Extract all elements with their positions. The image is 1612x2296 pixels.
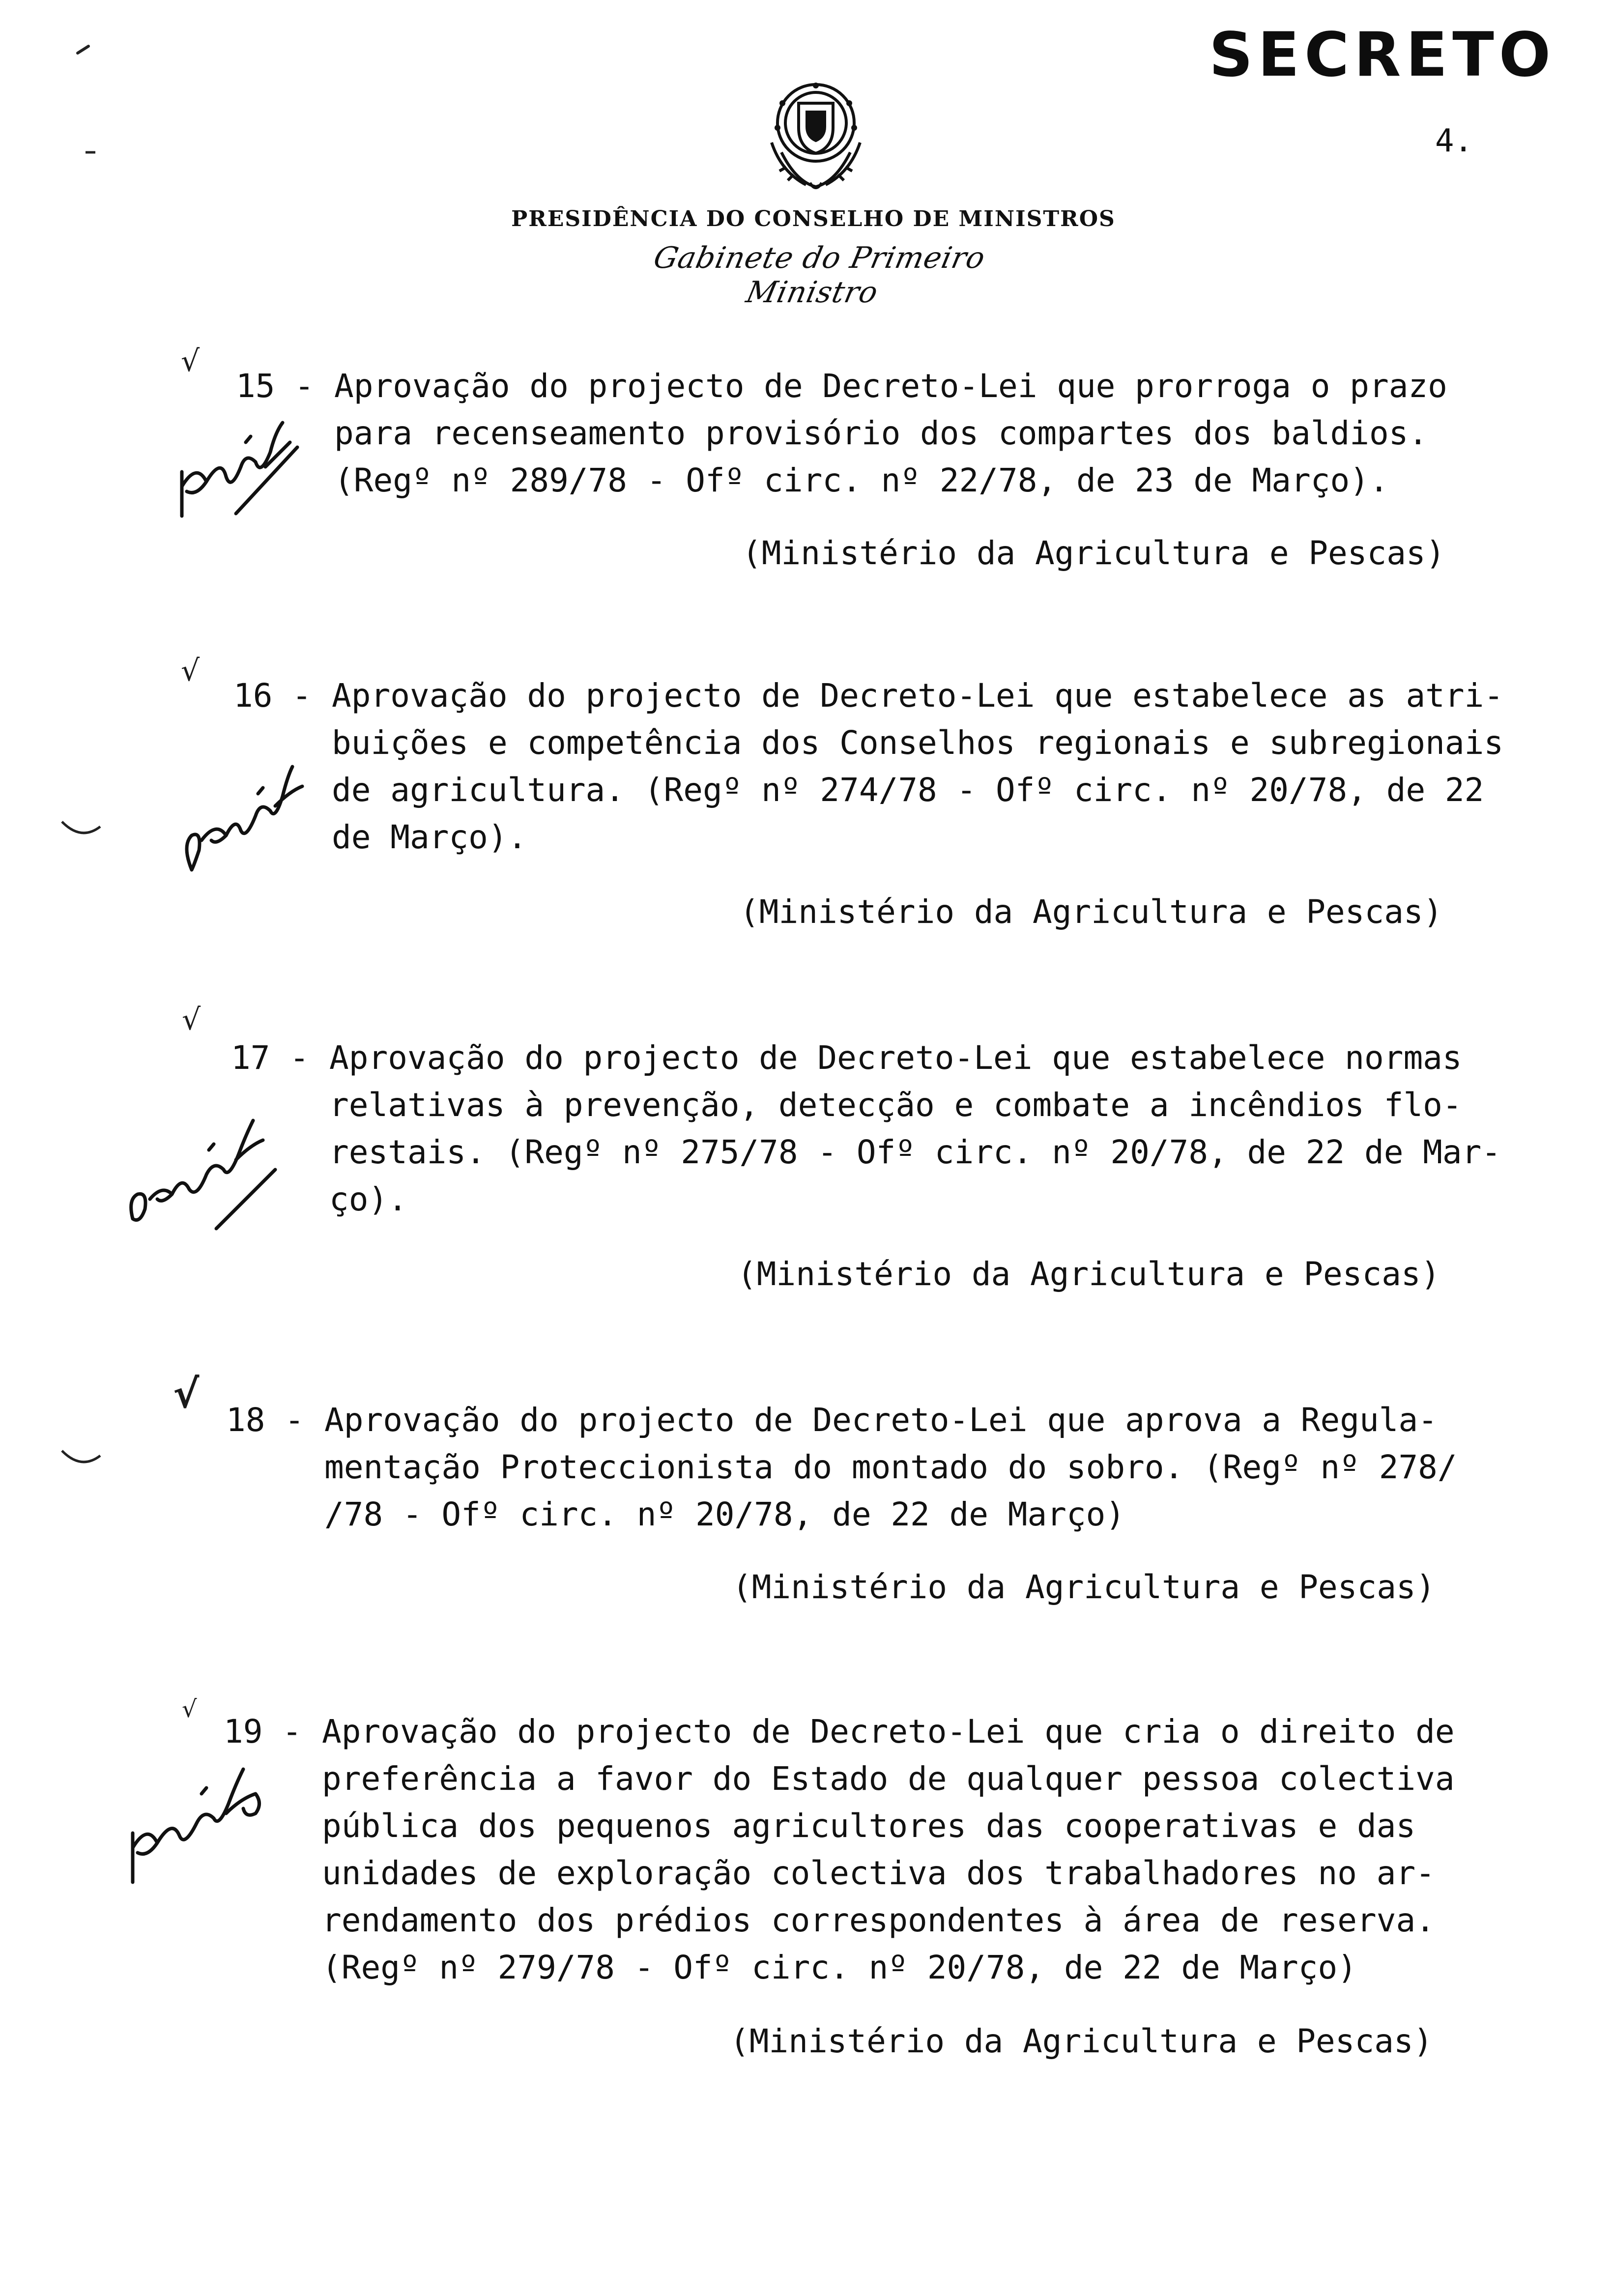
item-number: 17 - bbox=[231, 1039, 309, 1077]
item-number: 15 - bbox=[236, 367, 314, 405]
item-text-line: Aprovação do projecto de Decreto-Lei que aprova a Regula- bbox=[324, 1401, 1438, 1439]
punch-hole-mark bbox=[59, 1445, 103, 1469]
item-text-line: para recenseamento provisório dos compartes dos baldios. bbox=[334, 414, 1428, 452]
item-text-line: Aprovação do projecto de Decreto-Lei que cria o direito de bbox=[322, 1713, 1455, 1751]
page-number: 4. bbox=[1435, 123, 1473, 159]
item-text-line: ço). bbox=[329, 1180, 407, 1218]
agenda-item-16 bbox=[233, 672, 1585, 947]
check-mark: √ bbox=[181, 344, 200, 378]
item-text-line: buições e competência dos Conselhos regionais e subregionais bbox=[332, 724, 1504, 762]
check-mark: √ bbox=[181, 654, 200, 688]
item-text-line: de Março). bbox=[332, 818, 527, 856]
check-mark: √ bbox=[173, 1371, 200, 1417]
item-text-line: preferência a favor do Estado de qualquer pessoa colectiva bbox=[322, 1760, 1455, 1798]
item-text-line: Aprovação do projecto de Decreto-Lei que estabelece as atri- bbox=[332, 677, 1504, 715]
office-heading: PRESIDÊNCIA DO CONSELHO DE MINISTROS bbox=[511, 206, 1116, 231]
item-text-line: (Regº nº 279/78 - Ofº circ. nº 20/78, de 22 de Março) bbox=[322, 1949, 1357, 1986]
item-ministry: (Ministério da Agricultura e Pescas) bbox=[737, 1255, 1440, 1293]
item-ministry: (Ministério da Agricultura e Pescas) bbox=[740, 893, 1443, 931]
item-text-line: Aprovação do projecto de Decreto-Lei que prorroga o prazo bbox=[334, 367, 1447, 405]
agenda-item-17 bbox=[231, 1034, 1583, 1310]
agenda-item-15 bbox=[236, 363, 1563, 599]
item-ministry: (Ministério da Agricultura e Pescas) bbox=[730, 2022, 1433, 2060]
agenda-item-19 bbox=[224, 1708, 1575, 2082]
item-text-line: rendamento dos prédios correspondentes à área de reserva. bbox=[322, 1901, 1435, 1939]
item-text-line: Aprovação do projecto de Decreto-Lei que estabelece normas bbox=[329, 1039, 1462, 1077]
item-number: 19 - bbox=[224, 1713, 302, 1751]
item-text-line: restais. (Regº nº 275/78 - Ofº circ. nº 20/78, de 22 de Mar- bbox=[329, 1133, 1501, 1171]
item-text-line: de agricultura. (Regº nº 274/78 - Ofº circ. nº 20/78, de 22 bbox=[332, 771, 1484, 809]
item-text-line: mentação Proteccionista do montado do sobro. (Regº nº 278/ bbox=[324, 1448, 1457, 1486]
scan-speck bbox=[84, 147, 98, 157]
item-text-line: /78 - Ofº circ. nº 20/78, de 22 de Março) bbox=[324, 1495, 1125, 1533]
punch-hole-mark bbox=[59, 816, 103, 840]
check-mark: √ bbox=[182, 1695, 197, 1723]
item-ministry: (Ministério da Agricultura e Pescas) bbox=[742, 534, 1445, 572]
item-text-line: relativas à prevenção, detecção e combate a incêndios flo- bbox=[329, 1086, 1462, 1124]
item-number: 18 - bbox=[226, 1401, 304, 1439]
scan-speck bbox=[74, 39, 93, 59]
item-text-line: unidades de exploração colectiva dos trabalhadores no ar- bbox=[322, 1854, 1435, 1892]
agenda-item-18 bbox=[226, 1397, 1578, 1623]
item-ministry: (Ministério da Agricultura e Pescas) bbox=[732, 1568, 1436, 1606]
item-text-line: (Regº nº 289/78 - Ofº circ. nº 22/78, de 23 de Março). bbox=[334, 461, 1389, 499]
coat-of-arms-icon bbox=[752, 69, 880, 197]
item-number: 16 - bbox=[233, 677, 312, 715]
item-text-line: pública dos pequenos agricultores das cooperativas e das bbox=[322, 1807, 1416, 1845]
cabinet-heading: Gabinete do Primeiro Ministro bbox=[650, 241, 989, 310]
classification-stamp: SECRETO bbox=[1209, 20, 1556, 90]
check-mark: √ bbox=[182, 1003, 201, 1037]
